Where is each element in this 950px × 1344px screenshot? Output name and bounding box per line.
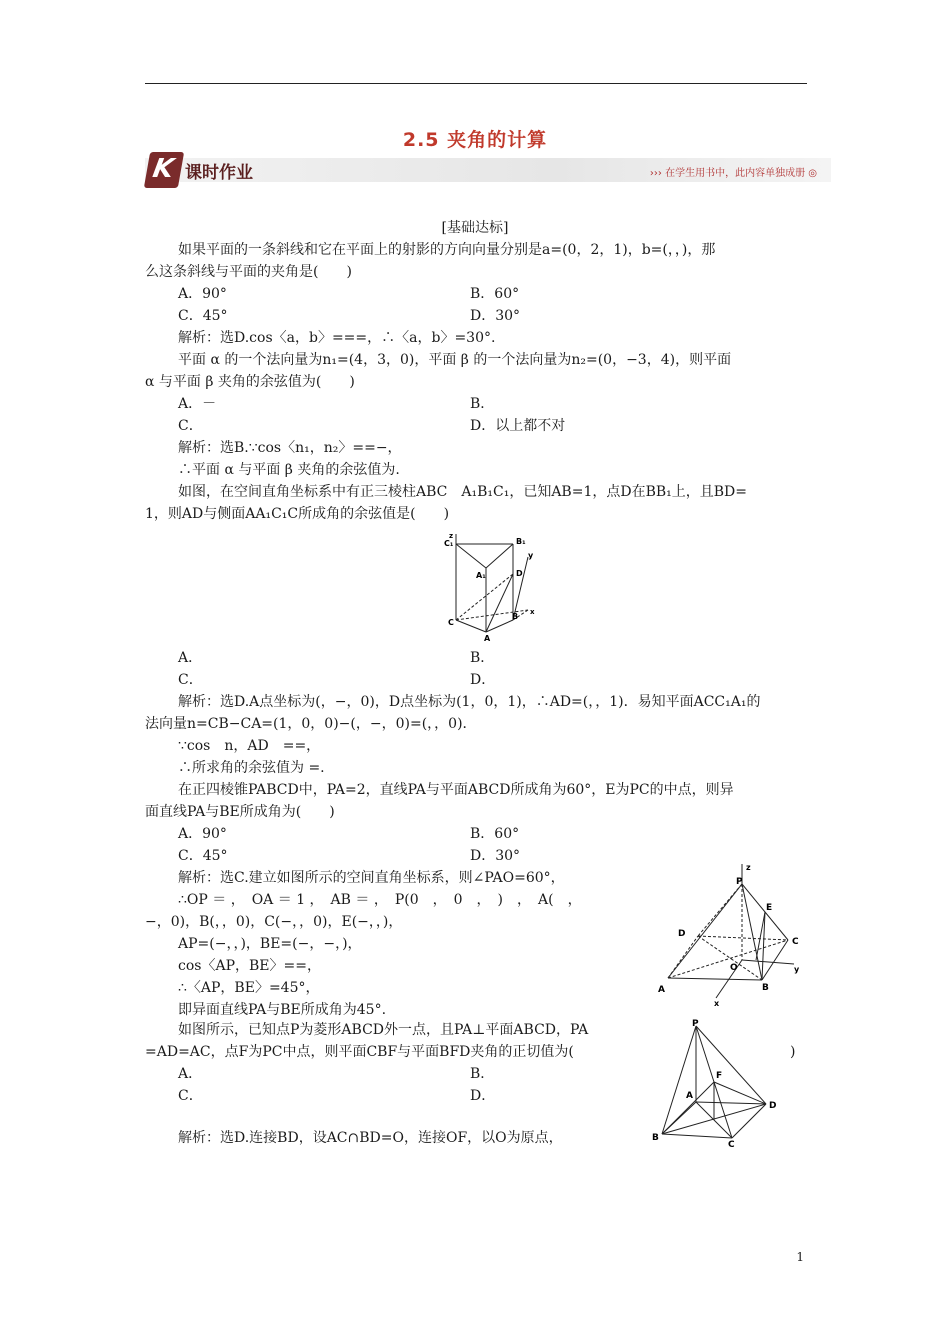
q3-solution-3: ∵cos n，AD ==， [178, 738, 321, 754]
q4-solution-2: ∴OP ＝ ， OA ＝ 1 ， AB ＝ ， P(0 ， 0 ， ) ， A( ， [178, 892, 582, 908]
pyramid-label-o: O [730, 963, 738, 973]
q4-solution-3: −，0)，B(，，0)，C(−，，0)，E(−，，)， [145, 914, 403, 930]
pyramid-label-b: B [762, 983, 769, 993]
q5-option-d: D． [470, 1088, 496, 1104]
q4-option-c: C．45° [178, 848, 228, 864]
header-rule [145, 83, 807, 84]
rhombus-label-b: B [652, 1133, 659, 1143]
q2-option-d: D．以上都不对 [470, 418, 566, 434]
prism-label-b: B [512, 612, 519, 621]
q4-solution-7: 即异面直线PA与BE所成角为45°. [178, 1002, 387, 1018]
pyramid-label-y: y [794, 965, 800, 974]
prism-label-d: D [516, 569, 523, 578]
q4-solution-5: cos〈AP，BE〉==， [178, 958, 321, 974]
prism-label-a1: A₁ [476, 571, 486, 580]
q5-option-c: C． [178, 1088, 203, 1104]
rhombus-label-d: D [769, 1101, 777, 1111]
q3-option-a: A． [178, 650, 203, 666]
rhombus-label-p: P [692, 1019, 699, 1029]
q1-stem-2: 么这条斜线与平面的夹角是( ) [145, 264, 352, 280]
pyramid-label-x: x [714, 999, 720, 1008]
rhombus-pyramid-figure [648, 1016, 784, 1148]
prism-label-x: x [530, 608, 535, 616]
prism-label-y: y [528, 551, 534, 560]
prism-label-c: C [448, 618, 454, 627]
q1-solution: 解析：选D.cos〈a，b〉===，∴〈a，b〉=30°. [178, 330, 496, 346]
q2-stem-1: 平面 α 的一个法向量为n₁=(4，3，0)，平面 β 的一个法向量为n₂=(0，−3，4)，则平面 [178, 352, 732, 368]
q1-option-a: A．90° [178, 286, 227, 302]
page-title: 2.5 夹角的计算 [402, 129, 548, 151]
prism-label-b1: B₁ [516, 537, 526, 546]
rhombus-label-a: A [686, 1091, 693, 1101]
q5-stem-1: 如图所示，已知点P为菱形ABCD外一点，且PA⊥平面ABCD，PA [178, 1022, 589, 1038]
q4-solution-4: AP=(−，，)，BE=(−，−，)， [178, 936, 362, 952]
q1-stem-1: 如果平面的一条斜线和它在平面上的射影的方向向量分别是a=(0，2，1)，b=(，，)，那 [178, 242, 716, 258]
q2-option-a: A．－ [178, 396, 217, 412]
q3-solution-1: 解析：选D.A点坐标为(，−，0)，D点坐标为(1，0，1)，∴AD=(，，1)．易知平面ACC₁A₁的 [178, 694, 761, 710]
prism-label-z: z [449, 532, 454, 540]
q3-solution-2: 法向量n=CB−CA=(1，0，0)−(，−，0)=(，，0)． [145, 716, 477, 732]
q4-stem-1: 在正四棱锥PABCD中，PA=2，直线PA与平面ABCD所成角为60°，E为PC的中点，则异 [178, 782, 734, 798]
q4-solution-6: ∴〈AP，BE〉=45°， [178, 980, 320, 996]
banner-note: ››› 在学生用书中，此内容单独成册 ◎ [649, 168, 817, 179]
pyramid-label-p: P [736, 877, 743, 887]
q1-option-b: B．60° [470, 286, 520, 302]
prism-label-c1: C₁ [444, 539, 454, 548]
q1-option-c: C．45° [178, 308, 228, 324]
q3-stem-2: 1，则AD与侧面AA₁C₁C所成角的余弦值是( ) [145, 506, 450, 522]
q5-option-a: A． [178, 1066, 203, 1082]
pyramid-label-c: C [792, 937, 799, 947]
pyramid-label-z: z [746, 863, 751, 872]
pyramid-label-d: D [678, 929, 686, 939]
banner-k-letter: K [150, 154, 176, 184]
q3-option-b: B． [470, 650, 495, 666]
q1-option-d: D．30° [470, 308, 521, 324]
q2-solution-1: 解析：选B.∵cos〈n₁，n₂〉==−， [178, 440, 402, 456]
rhombus-label-f: F [716, 1071, 723, 1081]
q2-option-b: B． [470, 396, 495, 412]
section-title: [基础达标] [441, 220, 509, 236]
q4-option-a: A．90° [178, 826, 227, 842]
banner-k-logo [144, 152, 184, 188]
q5-solution-1: 解析：选D.连接BD，设AC∩BD=O，连接OF，以O为原点， [178, 1130, 563, 1146]
q2-stem-2: α 与平面 β 夹角的余弦值为( ) [145, 374, 355, 390]
q3-option-c: C． [178, 672, 203, 688]
q5-stem-2: =AD=AC，点F为PC中点，则平面CBF与平面BFD夹角的正切值为( [145, 1044, 574, 1060]
prism-label-a: A [484, 634, 491, 642]
q4-option-d: D．30° [470, 848, 521, 864]
q5-option-b: B． [470, 1066, 495, 1082]
rhombus-label-c: C [728, 1140, 735, 1148]
q3-stem-1: 如图，在空间直角坐标系中有正三棱柱ABC A₁B₁C₁，已知AB=1，点D在BB₁上，且BD= [178, 484, 748, 500]
lesson-banner [145, 152, 831, 188]
q4-stem-2: 面直线PA与BE所成角为( ) [145, 804, 335, 820]
q4-option-b: B．60° [470, 826, 520, 842]
pyramid-figure [656, 860, 814, 1008]
q2-option-c: C． [178, 418, 203, 434]
q3-option-d: D． [470, 672, 496, 688]
q2-solution-2: ∴平面 α 与平面 β 夹角的余弦值为. [178, 462, 400, 478]
q5-stem-2-close: ) [790, 1044, 796, 1060]
q3-solution-4: ∴所求角的余弦值为 =. [178, 760, 325, 776]
banner-label: 课时作业 [185, 163, 253, 183]
page-number: 1 [796, 1250, 804, 1264]
pyramid-label-e: E [766, 903, 773, 913]
pyramid-label-a: A [658, 985, 665, 995]
prism-figure [440, 532, 540, 642]
q4-solution-1: 解析：选C.建立如图所示的空间直角坐标系，则∠PAO=60°， [178, 870, 565, 886]
